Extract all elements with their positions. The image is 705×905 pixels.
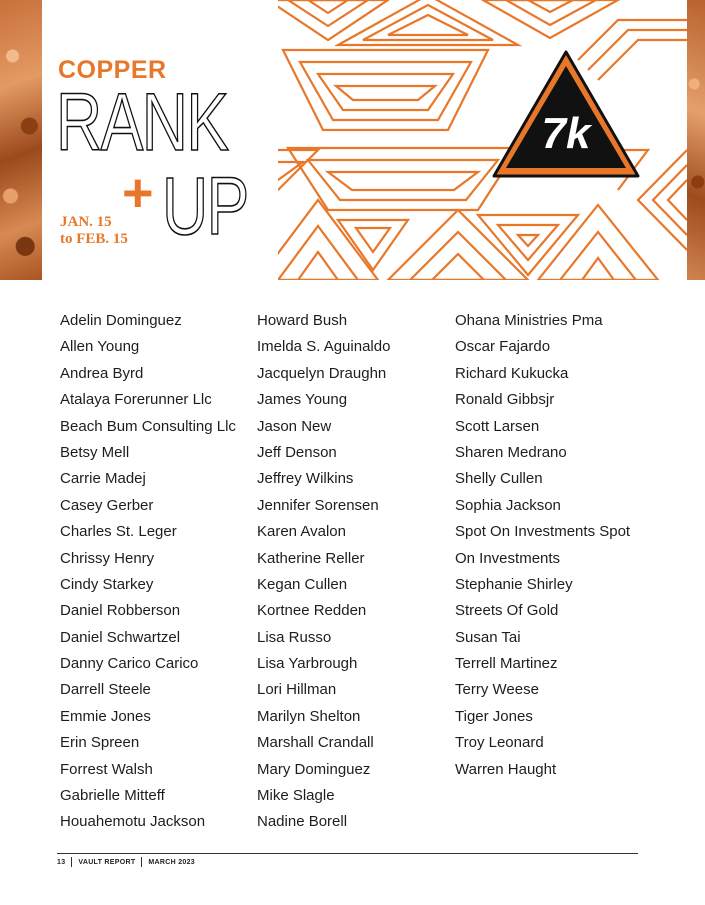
page-footer (57, 857, 195, 867)
list-item: Streets Of Gold (455, 602, 559, 620)
list-item: Imelda S. Aguinaldo (257, 338, 391, 356)
list-item: Emmie Jones (60, 707, 151, 725)
list-item: Adelin Dominguez (60, 312, 182, 329)
list-item: Charles St. Leger (60, 523, 177, 541)
list-item: Terry Weese (455, 681, 539, 699)
list-item: Susan Tai (455, 628, 521, 646)
title-panel (42, 0, 278, 280)
footer-separator (141, 857, 142, 867)
list-item: Beach Bum Consulting Llc (60, 417, 236, 435)
list-item: Shelly Cullen (455, 470, 543, 488)
names-column-1 (60, 308, 236, 836)
list-item: Jeff Denson (257, 443, 337, 461)
list-item: Jason New (257, 417, 332, 435)
list-item: Howard Bush (257, 312, 348, 329)
list-item: Cindy Starkey (60, 575, 154, 593)
date-range-start: JAN. 15 (60, 214, 112, 230)
header-banner (0, 0, 705, 280)
footer-separator (71, 857, 72, 867)
brand-logo (494, 52, 638, 176)
list-item: James Young (257, 391, 348, 409)
issue-date: MARCH 2023 (148, 858, 195, 866)
page-number: 13 (57, 858, 66, 866)
list-item: Chrissy Henry (60, 549, 155, 567)
publication-name: VAULT REPORT (78, 858, 136, 866)
list-item: Darrell Steele (60, 681, 151, 699)
list-item: Andrea Byrd (60, 364, 144, 382)
list-item: Atalaya Forerunner Llc (60, 391, 212, 409)
list-item: Forrest Walsh (60, 760, 153, 778)
list-item: Daniel Schwartzel (60, 628, 181, 646)
list-item: Katherine Reller (257, 549, 365, 567)
list-item: Jennifer Sorensen (257, 496, 379, 514)
list-item: Spot On Investments Spot (455, 523, 631, 541)
list-item: Richard Kukucka (455, 364, 569, 382)
list-item: Jeffrey Wilkins (257, 470, 354, 488)
list-item: Scott Larsen (455, 417, 540, 435)
pattern-graphic (278, 0, 687, 280)
footer-divider (57, 853, 638, 854)
date-range-end: to FEB. 15 (60, 231, 128, 247)
list-item: Danny Carico Carico (60, 655, 199, 673)
list-item: Oscar Fajardo (455, 338, 551, 356)
list-item: Lori Hillman (257, 681, 337, 699)
list-item: Jacquelyn Draughn (257, 364, 387, 382)
copper-texture-right (687, 0, 705, 280)
names-column-2 (257, 308, 390, 836)
geometric-pattern (278, 0, 687, 280)
list-item: Mary Dominguez (257, 760, 371, 778)
list-item: Stephanie Shirley (455, 575, 573, 593)
list-item: Gabrielle Mitteff (60, 787, 165, 805)
list-item: Mike Slagle (257, 787, 335, 805)
list-item: Nadine Borell (257, 813, 348, 831)
list-item: Allen Young (60, 338, 140, 356)
brand-logo-text: 7k (541, 109, 591, 158)
list-item: Troy Leonard (455, 734, 544, 752)
title-rank: RANK (56, 77, 228, 168)
list-item: Carrie Madej (60, 470, 146, 488)
list-item: On Investments (455, 549, 561, 567)
list-item: Lisa Russo (257, 628, 332, 646)
list-item: Erin Spreen (60, 734, 140, 752)
list-item: Kortnee Redden (257, 602, 367, 620)
list-item: Kegan Cullen (257, 575, 348, 593)
list-item: Ohana Ministries Pma (455, 312, 603, 329)
list-item: Houahemotu Jackson (60, 813, 206, 831)
names-column-3 (455, 308, 630, 783)
list-item: Tiger Jones (455, 707, 533, 725)
list-item: Karen Avalon (257, 523, 346, 541)
list-item: Marshall Crandall (257, 734, 374, 752)
list-item: Ronald Gibbsjr (455, 391, 555, 409)
title-up: UP (162, 161, 248, 252)
list-item: Terrell Martinez (455, 655, 558, 673)
kicker-copper: COPPER (58, 56, 167, 84)
copper-texture-left (0, 0, 42, 280)
list-item: Warren Haught (455, 760, 557, 778)
list-item: Casey Gerber (60, 496, 154, 514)
list-item: Lisa Yarbrough (257, 655, 358, 673)
list-item: Sharen Medrano (455, 443, 567, 461)
list-item: Daniel Robberson (60, 602, 181, 620)
list-item: Sophia Jackson (455, 496, 561, 514)
plus-symbol: + (122, 163, 154, 223)
list-item: Marilyn Shelton (257, 707, 361, 725)
list-item: Betsy Mell (60, 443, 130, 461)
